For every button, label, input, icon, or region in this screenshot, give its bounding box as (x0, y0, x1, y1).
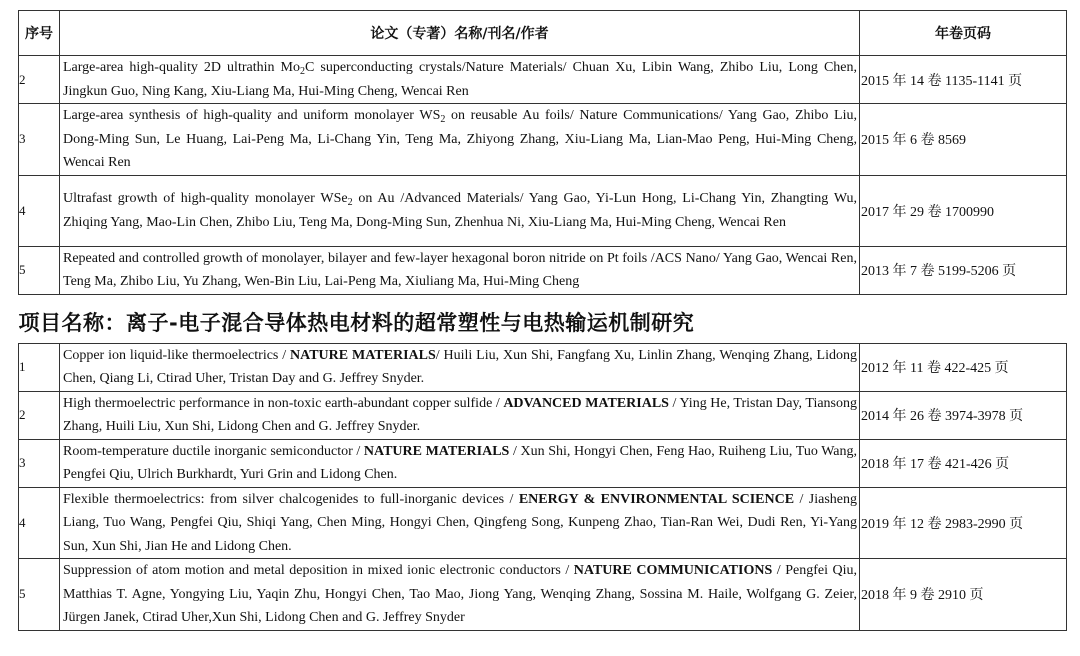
row-index: 3 (19, 104, 60, 176)
paper-citation: High thermoelectric performance in non-toxic earth-abundant copper sulfide / ADVANCED MATERIALS / Ying He, Tristan Day, Tiansong Zhang, Huili Liu, Xun Shi, Lidong Chen and G. Jeffrey Snyder. (60, 391, 860, 439)
table-row (19, 56, 1067, 104)
paper-citation: Ultrafast growth of high-quality monolayer WSe$_2$ on Au /Advanced Materials/ Yang Gao, Yi-Lun Hong, Li-Chang Yin, Zhangting Wu, Zhiqing Yang, Mao-Lin Chen, Zhibo Liu, Teng Ma, Dong-Ming Sun, Zhenhua Ni, Xiu-Liang Ma, Hui-Ming Cheng, Wencai Ren (60, 175, 860, 246)
header-title: 论文（专著）名称/刊名/作者 (60, 11, 860, 56)
year-volume-pages: 2015 年 6 卷 8569 (860, 104, 1067, 176)
table-row (19, 104, 1067, 176)
header-index: 序号 (19, 11, 60, 56)
table-row (19, 439, 1067, 487)
year-volume-pages: 2019 年 12 卷 2983-2990 页 (860, 487, 1067, 559)
row-index: 2 (19, 391, 60, 439)
table-row (19, 391, 1067, 439)
table-row (19, 487, 1067, 559)
paper-citation: Large-area synthesis of high-quality and uniform monolayer $WS_2$ on reusable Au foils/ Nature Communications/ Yang Gao, Zhibo Liu, Dong-Ming Sun, Le Huang, Lai-Peng Ma, Li-Chang Yin, Teng Ma, Zhiyong Zhang, Xiu-Liang Ma, Lian-Mao Peng, Hui-Ming Cheng, Wencai Ren (60, 104, 860, 176)
table-row (19, 559, 1067, 631)
row-index: 4 (19, 487, 60, 559)
year-volume-pages: 2013 年 7 卷 5199-5206 页 (860, 246, 1067, 294)
year-volume-pages: 2014 年 26 卷 3974-3978 页 (860, 391, 1067, 439)
paper-citation: Suppression of atom motion and metal deposition in mixed ionic electronic conductors / NATURE COMMUNICATIONS / Pengfei Qiu, Matthias T. Agne, Yongying Liu, Yaqin Zhu, Hongyi Chen, Tao Mao, Jiong Yang, Wenqing Zhang, Sossina M. Haile, Wolfgang G. Zeier, Jürgen Janek, Ctirad Uher,Xun Shi, Lidong Chen and G. Jeffrey Snyder (60, 559, 860, 631)
section-row (19, 294, 1067, 343)
paper-citation: Repeated and controlled growth of monolayer, bilayer and few-layer hexagonal boron nitride on Pt foils /ACS Nano/ Yang Gao, Wencai Ren, Teng Ma, Zhibo Liu, Yu Zhang, Wen-Bin Liu, Lai-Peng Ma, Xiuliang Ma, Hui-Ming Cheng (60, 246, 860, 294)
row-index: 4 (19, 175, 60, 246)
row-index: 2 (19, 56, 60, 104)
publication-table (18, 10, 1067, 631)
table-row (19, 175, 1067, 246)
paper-citation: Copper ion liquid-like thermoelectrics / NATURE MATERIALS/ Huili Liu, Xun Shi, Fangfang Xu, Linlin Zhang, Wenqing Zhang, Lidong Chen, Qiang Li, Ctirad Uher, Tristan Day and G. Jeffrey Snyder. (60, 343, 860, 391)
year-volume-pages: 2017 年 29 卷 1700990 (860, 175, 1067, 246)
row-index: 5 (19, 559, 60, 631)
row-index: 5 (19, 246, 60, 294)
paper-citation: Room-temperature ductile inorganic semiconductor / NATURE MATERIALS / Xun Shi, Hongyi Chen, Feng Hao, Ruiheng Liu, Tuo Wang, Pengfei Qiu, Ulrich Burkhardt, Yuri Grin and Lidong Chen. (60, 439, 860, 487)
table-row (19, 343, 1067, 391)
paper-citation: Flexible thermoelectrics: from silver chalcogenides to full-inorganic devices / ENERGY & ENVIRONMENTAL SCIENCE / Jiasheng Liang, Tuo Wang, Pengfei Qiu, Shiqi Yang, Chen Ming, Hongyi Chen, Qingfeng Song, Kunpeng Zhao, Tian-Ran Wei, Dudi Ren, Yi-Yang Sun, Xun Shi, Jian He and Lidong Chen. (60, 487, 860, 559)
year-volume-pages: 2018 年 17 卷 421-426 页 (860, 439, 1067, 487)
year-volume-pages: 2012 年 11 卷 422-425 页 (860, 343, 1067, 391)
row-index: 1 (19, 343, 60, 391)
year-volume-pages: 2018 年 9 卷 2910 页 (860, 559, 1067, 631)
project-title: 项目名称：离子-电子混合导体热电材料的超常塑性与电热输运机制研究 (18, 310, 695, 335)
header-year: 年卷页码 (860, 11, 1067, 56)
paper-citation: Large-area high-quality 2D ultrathin $Mo_2C$ superconducting crystals/Nature Materials/ Chuan Xu, Libin Wang, Zhibo Liu, Long Chen, Jingkun Guo, Ning Kang, Xiu-Liang Ma, Hui-Ming Cheng, Wencai Ren (60, 56, 860, 104)
table-row (19, 246, 1067, 294)
table-header-row (19, 11, 1067, 56)
row-index: 3 (19, 439, 60, 487)
year-volume-pages: 2015 年 14 卷 1135-1141 页 (860, 56, 1067, 104)
